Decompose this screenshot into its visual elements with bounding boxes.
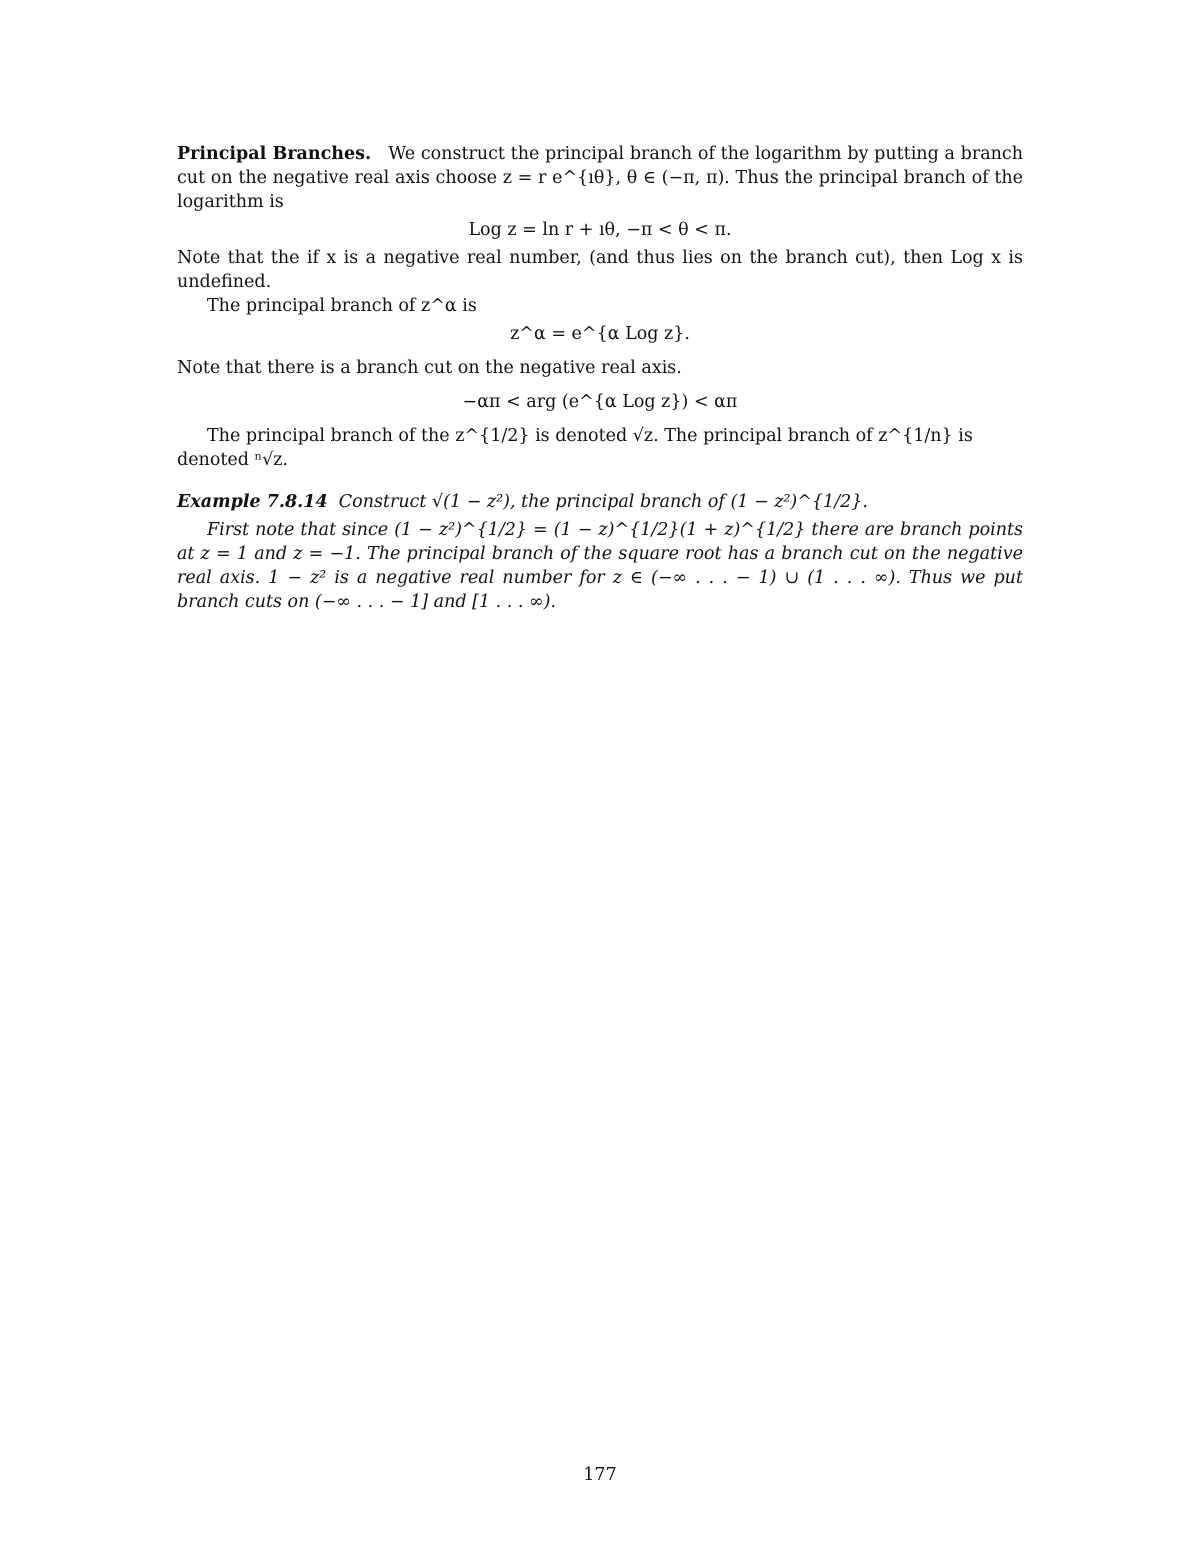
equation-arg: −απ < arg (e^{α Log z}) < απ [462, 392, 738, 412]
principal-branches-paragraph [177, 142, 1023, 214]
section-heading: Principal Branches. [177, 144, 372, 164]
equation-log: Log z = ln r + ıθ, −π < θ < π. [468, 220, 732, 240]
page-number: 177 [583, 1465, 617, 1485]
roots-paragraph: The principal branch of the z^{1/2} is denoted √z. The principal branch of z^{1/n} is denoted ⁿ√z. [177, 426, 973, 470]
example-label: Example 7.8.14 [177, 492, 328, 512]
page-content [177, 142, 1023, 614]
intro-text: We construct the principal branch of the logarithm by putting a branch cut on the negative real axis choose z = r e^{ıθ}, θ ∈ (−π, π). Thus the principal branch of the logarithm is [177, 144, 1023, 212]
equation-power: z^α = e^{α Log z}. [510, 324, 690, 344]
note-branch-cut: Note that there is a branch cut on the negative real axis. [177, 358, 682, 378]
note-undefined: Note that the if x is a negative real number, (and thus lies on the branch cut), then Log x is undefined. [177, 248, 1023, 292]
example-statement-paragraph [177, 490, 1023, 514]
example-statement: Construct √(1 − z²), the principal branch of (1 − z²)^{1/2}. [338, 492, 868, 512]
example-solution: First note that since (1 − z²)^{1/2} = (1 − z)^{1/2}(1 + z)^{1/2} there are branch points at z = 1 and z = −1. The principal branch of the square root has a branch cut on the negative real axis. 1 − z² is a negative real number for z ∈ (−∞ . . . − 1) ∪ (1 . . . ∞). Thus we put branch cuts on (−∞ . . . − 1] and [1 . . . ∞). [177, 520, 1023, 612]
power-intro: The principal branch of z^α is [207, 296, 477, 316]
